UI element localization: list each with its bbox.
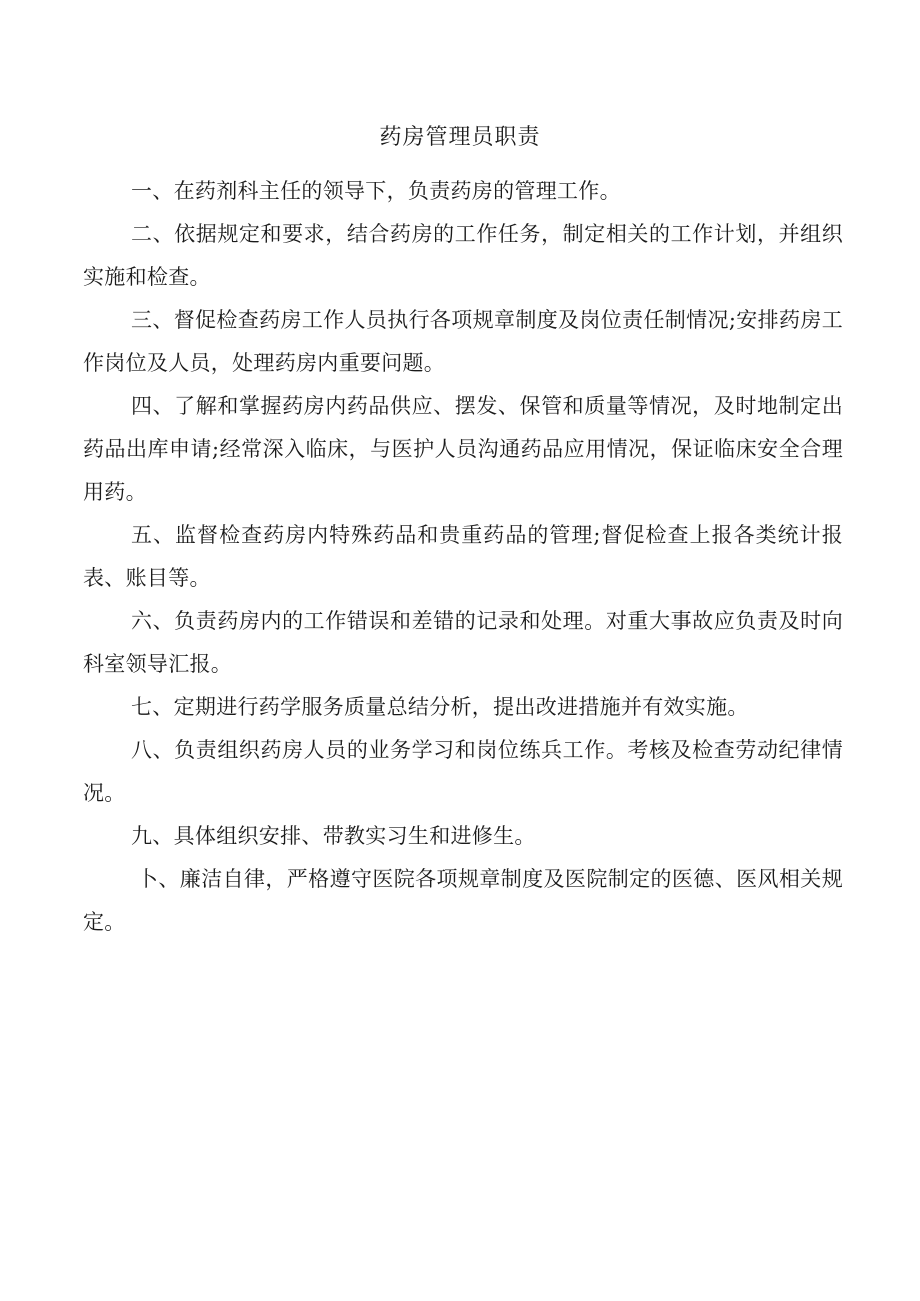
paragraph-10: 卜、廉洁自律，严格遵守医院各项规章制度及医院制定的医德、医风相关规定。 [83, 867, 843, 934]
paragraph-6: 六、负责药房内的工作错误和差错的记录和处理。对重大事故应负责及时向科室领导汇报。 [83, 609, 843, 676]
paragraph-1: 一、在药剂科主任的领导下，负责药房的管理工作。 [131, 179, 621, 203]
document-body [83, 170, 843, 944]
paragraph-5: 五、监督检查药房内特殊药品和贵重药品的管理;督促检查上报各类统计报表、账目等。 [83, 523, 843, 590]
paragraph-9: 九、具体组织安排、带教实习生和进修生。 [131, 824, 536, 848]
paragraph-8: 八、负责组织药房人员的业务学习和岗位练兵工作。考核及检查劳动纪律情况。 [83, 738, 843, 805]
paragraph-7: 七、定期进行药学服务质量总结分析，提出改进措施并有效实施。 [131, 695, 749, 719]
paragraph-3: 三、督促检查药房工作人员执行各项规章制度及岗位责任制情况;安排药房工作岗位及人员，处理药房内重要问题。 [83, 308, 843, 375]
document-title: 药房管理员职责 [379, 125, 541, 150]
paragraph-4: 四、了解和掌握药房内药品供应、摆发、保管和质量等情况，及时地制定出药品出库申请;经常深入临床，与医护人员沟通药品应用情况，保证临床安全合理用药。 [83, 394, 843, 504]
paragraph-2: 二、依据规定和要求，结合药房的工作任务，制定相关的工作计划，并组织实施和检查。 [83, 222, 843, 289]
